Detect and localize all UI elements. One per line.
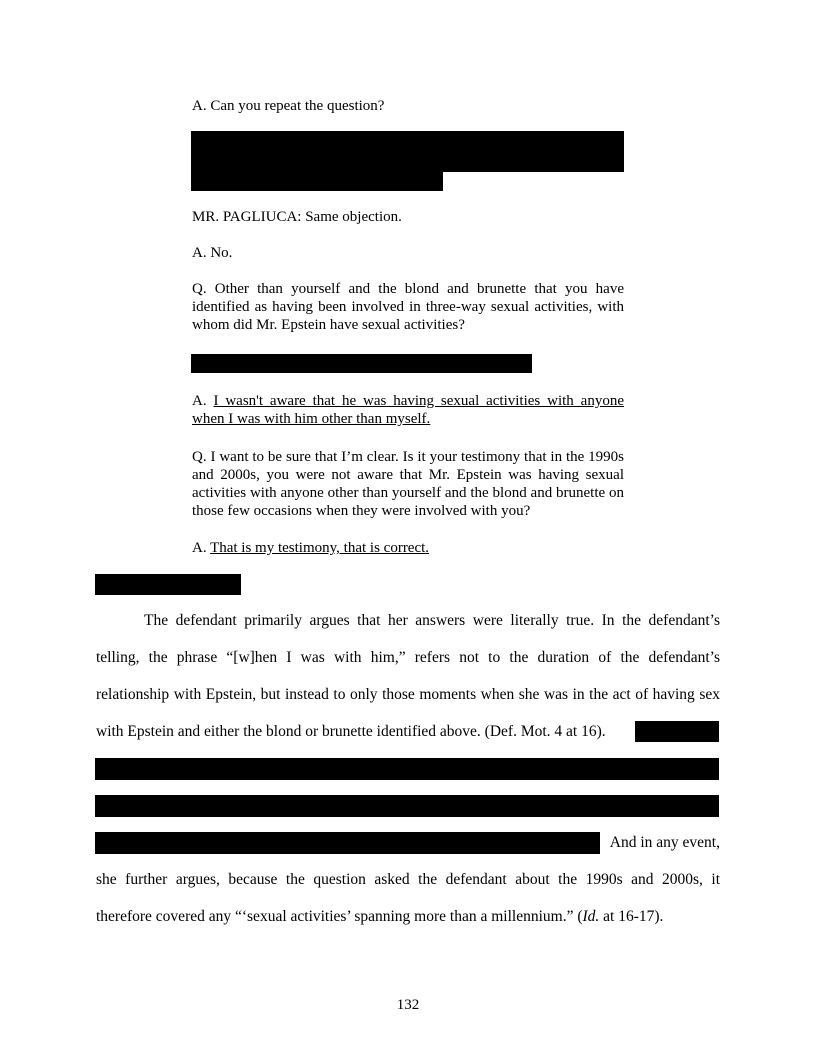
- redaction-bar: [95, 795, 719, 817]
- answer-prefix: A.: [192, 393, 214, 409]
- page-number: 132: [396, 997, 420, 1013]
- text-segment: therefore covered any “‘sexual activities’ spanning more than a millennium.” (: [96, 908, 583, 925]
- redaction-bar: [191, 131, 624, 172]
- question-clear: Q. I want to be sure that I’m clear. Is it your testimony that in the 1990s and 2000s, you were not aware that Mr. Epstein was having sexual activities with anyone other than yourself and the blond and brunette on those few occasions when they were involved with you?: [192, 449, 624, 519]
- redaction-bar: [635, 721, 719, 742]
- body-line-1: The defendant primarily argues that her answers were literally true. In the defendant’s: [144, 612, 720, 629]
- citation-id: Id.: [582, 908, 600, 925]
- redaction-bar: [95, 758, 719, 780]
- redaction-bar: [95, 832, 600, 854]
- question-other: Q. Other than yourself and the blond and brunette that you have identified as having been involved in three-way sexual activities, with whom did Mr. Epstein have sexual activities?: [192, 281, 624, 333]
- body-line-3: relationship with Epstein, but instead to only those moments when she was in the act of having sex: [96, 686, 720, 703]
- body-line-7: And in any event,: [609, 834, 720, 851]
- answer-testimony: [192, 539, 624, 557]
- redaction-bar: [191, 354, 532, 373]
- text-segment: at 16-17).: [599, 908, 664, 925]
- redaction-bar: [95, 574, 241, 595]
- redaction-bar: [191, 172, 443, 191]
- objection-line: MR. PAGLIUCA: Same objection.: [192, 209, 402, 225]
- answer-repeat: A. Can you repeat the question?: [192, 98, 385, 114]
- body-line-4: with Epstein and either the blond or brunette identified above. (Def. Mot. 4 at 16).: [96, 723, 606, 740]
- answer-prefix: A.: [192, 540, 211, 556]
- underlined-answer: That is my testimony, that is correct.: [210, 540, 430, 556]
- body-line-2: telling, the phrase “[w]hen I was with him,” refers not to the duration of the defendant’s: [96, 649, 720, 666]
- body-line-8: she further argues, because the question asked the defendant about the 1990s and 2000s, it: [96, 871, 720, 888]
- underlined-answer: I wasn't aware that he was having sexual activities with anyone when I was with him other than myself.: [192, 393, 624, 427]
- answer-aware: [192, 392, 624, 428]
- answer-no: A. No.: [192, 245, 233, 261]
- body-line-9: [96, 907, 720, 927]
